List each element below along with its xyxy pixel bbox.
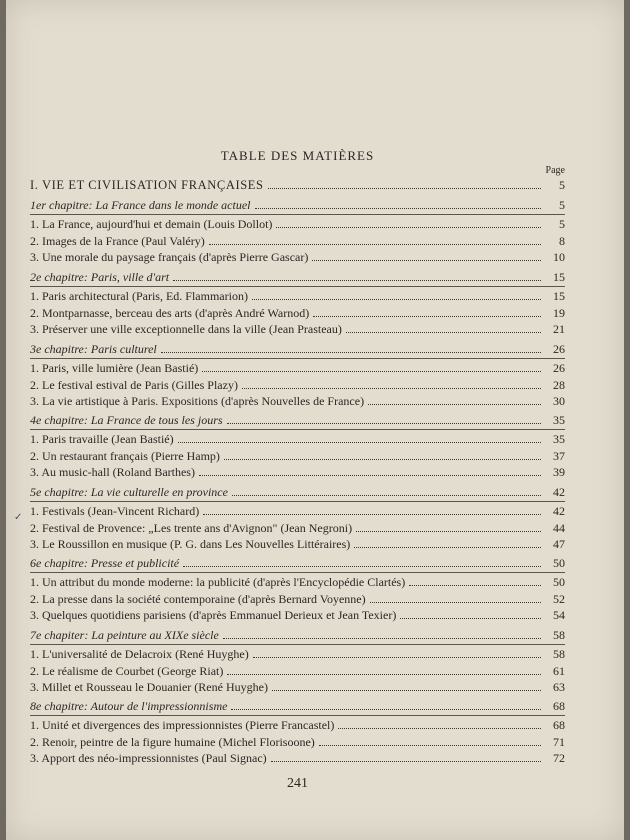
toc-item-label: 1. Unité et divergences des impressionnistes (Pierre Francastel) (30, 718, 335, 732)
leader-dots (203, 504, 541, 515)
toc-item-page: 19 (553, 305, 565, 320)
leader-dots (268, 178, 541, 189)
toc-item (30, 520, 565, 536)
chapter-divider (30, 572, 565, 573)
leader-dots (370, 592, 541, 603)
chapter-divider (30, 286, 565, 287)
leader-dots (276, 217, 541, 228)
chapter-heading-label: 6e chapitre: Presse et publicité (30, 556, 180, 570)
chapter-heading-page: 26 (553, 342, 565, 356)
toc-item-label: 3. Une morale du paysage français (d'après Pierre Gascar) (30, 250, 309, 264)
chapter-divider (30, 429, 565, 430)
toc-item-page: 63 (553, 680, 565, 694)
toc-item-label: 3. Au music-hall (Roland Barthes) (30, 465, 195, 479)
chapter-heading-label: 7e chapiter: La peinture au XIXe siècle (30, 628, 219, 642)
chapter-heading-label: 5e chapitre: La vie culturelle en province (30, 485, 228, 499)
toc-item (30, 216, 565, 232)
leader-dots (368, 394, 541, 405)
toc-item (30, 360, 565, 376)
toc-item (30, 305, 565, 321)
leader-dots (319, 735, 541, 746)
leader-dots (227, 664, 541, 675)
leader-dots (173, 270, 541, 281)
toc-item-page: 37 (553, 448, 565, 463)
chapter-divider (30, 358, 565, 359)
chapter-heading-page: 35 (553, 413, 565, 427)
toc-item-page: 10 (553, 250, 565, 264)
toc-item-label: 3. Quelques quotidiens parisiens (d'après Emmanuel Derieux et Jean Texier) (30, 608, 397, 622)
toc-item (30, 574, 565, 590)
toc-item (30, 464, 565, 480)
toc-item-label: 3. Apport des néo-impressionnistes (Paul Signac) (30, 751, 267, 765)
toc-item-label: 2. Renoir, peintre de la figure humaine (Michel Florisoone) (30, 734, 315, 749)
toc-item (30, 607, 565, 623)
part-page: 5 (559, 178, 565, 192)
toc-item (30, 393, 565, 409)
chapter-heading-page: 15 (553, 270, 565, 284)
leader-dots (255, 198, 541, 209)
toc-item (30, 288, 565, 304)
leader-dots (272, 680, 541, 691)
toc-item (30, 591, 565, 607)
toc-item (30, 249, 565, 265)
toc-item (30, 431, 565, 447)
chapter-heading-label: 4e chapitre: La France de tous les jours (30, 413, 223, 427)
leader-dots (400, 608, 541, 619)
chapter-heading-page: 58 (553, 628, 565, 642)
toc-item (30, 750, 565, 766)
toc-item (30, 503, 565, 519)
chapter-heading-label: 8e chapitre: Autour de l'impressionnisme (30, 699, 228, 713)
toc-item (30, 734, 565, 750)
leader-dots (183, 556, 541, 567)
leader-dots (199, 465, 541, 476)
leader-dots (242, 378, 541, 389)
toc-item-page: 5 (559, 217, 565, 231)
toc-item-label: 1. Festivals (Jean-Vincent Richard) (30, 504, 200, 518)
toc-item (30, 448, 565, 464)
toc-item (30, 233, 565, 249)
toc-item-page: 52 (553, 591, 565, 606)
toc-item-label: 2. Festival de Provence: „Les trente ans d'Avignon" (Jean Negroni) (30, 520, 353, 535)
toc-item-label: 2. Un restaurant français (Pierre Hamp) (30, 448, 220, 463)
toc-item-page: 26 (553, 361, 565, 375)
toc-item-label: 2. Images de la France (Paul Valéry) (30, 233, 205, 248)
leader-dots (223, 628, 541, 639)
toc-item-page: 72 (553, 751, 565, 765)
chapter-heading-label: 3e chapitre: Paris culturel (30, 342, 157, 356)
leader-dots (313, 306, 541, 317)
toc-item-page: 54 (553, 608, 565, 622)
part-label: I. VIE ET CIVILISATION FRANÇAISES (30, 178, 264, 192)
toc-item-page: 39 (553, 465, 565, 479)
toc-item (30, 717, 565, 733)
toc-item-label: 1. L'universalité de Delacroix (René Huyghe) (30, 647, 249, 661)
toc-item-page: 15 (553, 289, 565, 303)
leader-dots (252, 289, 541, 300)
chapter-heading-page: 5 (559, 198, 565, 212)
toc-item-label: 2. Le réalisme de Courbet (George Riat) (30, 663, 224, 678)
chapter-heading (30, 341, 565, 357)
toc-item-label: 2. Montparnasse, berceau des arts (d'après André Warnod) (30, 305, 310, 320)
toc-item-label: 3. La vie artistique à Paris. Expositions (d'après Nouvelles de France) (30, 394, 365, 408)
toc-item-page: 21 (553, 322, 565, 336)
leader-dots (312, 250, 541, 261)
toc-item-label: 1. Paris travaille (Jean Bastié) (30, 432, 174, 446)
leader-dots (178, 432, 541, 443)
leader-dots (356, 521, 541, 532)
chapter-heading (30, 627, 565, 643)
chapter-heading-page: 50 (553, 556, 565, 570)
page-column-label: Page (545, 165, 565, 176)
chapter-heading-page: 42 (553, 485, 565, 499)
chapter-heading-label: 1er chapitre: La France dans le monde actuel (30, 198, 251, 212)
page-title: TABLE DES MATIÈRES (220, 148, 375, 163)
leader-dots (253, 647, 541, 658)
toc-item-label: 3. Préserver une ville exceptionnelle dans la ville (Jean Prasteau) (30, 322, 342, 336)
leader-dots (271, 751, 541, 762)
leader-dots (232, 485, 541, 496)
leader-dots (202, 361, 541, 372)
toc-item-page: 35 (553, 432, 565, 446)
toc-item-page: 50 (553, 575, 565, 589)
chapter-divider (30, 501, 565, 502)
chapter-heading (30, 412, 565, 428)
toc-item-page: 30 (553, 394, 565, 408)
chapter-divider (30, 644, 565, 645)
toc-item (30, 646, 565, 662)
toc-item-page: 42 (553, 504, 565, 518)
toc-item (30, 321, 565, 337)
toc-item-page: 71 (553, 734, 565, 749)
toc-item (30, 536, 565, 552)
toc-item-page: 47 (553, 537, 565, 551)
leader-dots (354, 537, 541, 548)
chapter-heading (30, 269, 565, 285)
leader-dots (161, 342, 541, 353)
toc-item-label: 1. Paris architectural (Paris, Ed. Flammarion) (30, 289, 248, 303)
toc-item-label: 2. Le festival estival de Paris (Gilles Plazy) (30, 377, 238, 392)
book-page (6, 0, 624, 840)
leader-dots (209, 234, 541, 245)
leader-dots (227, 413, 541, 424)
chapter-heading (30, 484, 565, 500)
toc-item-page: 68 (553, 718, 565, 732)
chapter-heading (30, 555, 565, 571)
toc-item-page: 58 (553, 647, 565, 661)
chapter-heading-label: 2e chapitre: Paris, ville d'art (30, 270, 170, 284)
leader-dots (224, 449, 541, 460)
chapter-heading (30, 197, 565, 213)
toc-item-page: 28 (553, 377, 565, 392)
handwritten-check-mark: ✓ (14, 512, 23, 523)
chapter-heading-page: 68 (553, 699, 565, 713)
toc-item-label: 1. La France, aujourd'hui et demain (Louis Dollot) (30, 217, 273, 231)
chapter-heading (30, 698, 565, 714)
leader-dots (338, 718, 541, 729)
toc-item-page: 44 (553, 520, 565, 535)
toc-item (30, 663, 565, 679)
toc-item-page: 8 (559, 233, 565, 248)
toc-part (30, 177, 565, 193)
toc-item-label: 3. Le Roussillon en musique (P. G. dans Les Nouvelles Littéraires) (30, 537, 351, 551)
leader-dots (409, 575, 541, 586)
toc-item-label: 1. Paris, ville lumière (Jean Bastié) (30, 361, 199, 375)
toc-item (30, 377, 565, 393)
page-number: 241 (287, 776, 308, 791)
chapter-divider (30, 715, 565, 716)
toc-item-page: 61 (553, 663, 565, 678)
toc-item-label: 3. Millet et Rousseau le Douanier (René Huyghe) (30, 680, 268, 694)
leader-dots (231, 699, 541, 710)
chapter-divider (30, 214, 565, 215)
leader-dots (346, 322, 541, 333)
toc-item-label: 2. La presse dans la société contemporaine (d'après Bernard Voyenne) (30, 591, 366, 606)
toc-item (30, 679, 565, 695)
toc-item-label: 1. Un attribut du monde moderne: la publicité (d'après l'Encyclopédie Clartés) (30, 575, 406, 589)
